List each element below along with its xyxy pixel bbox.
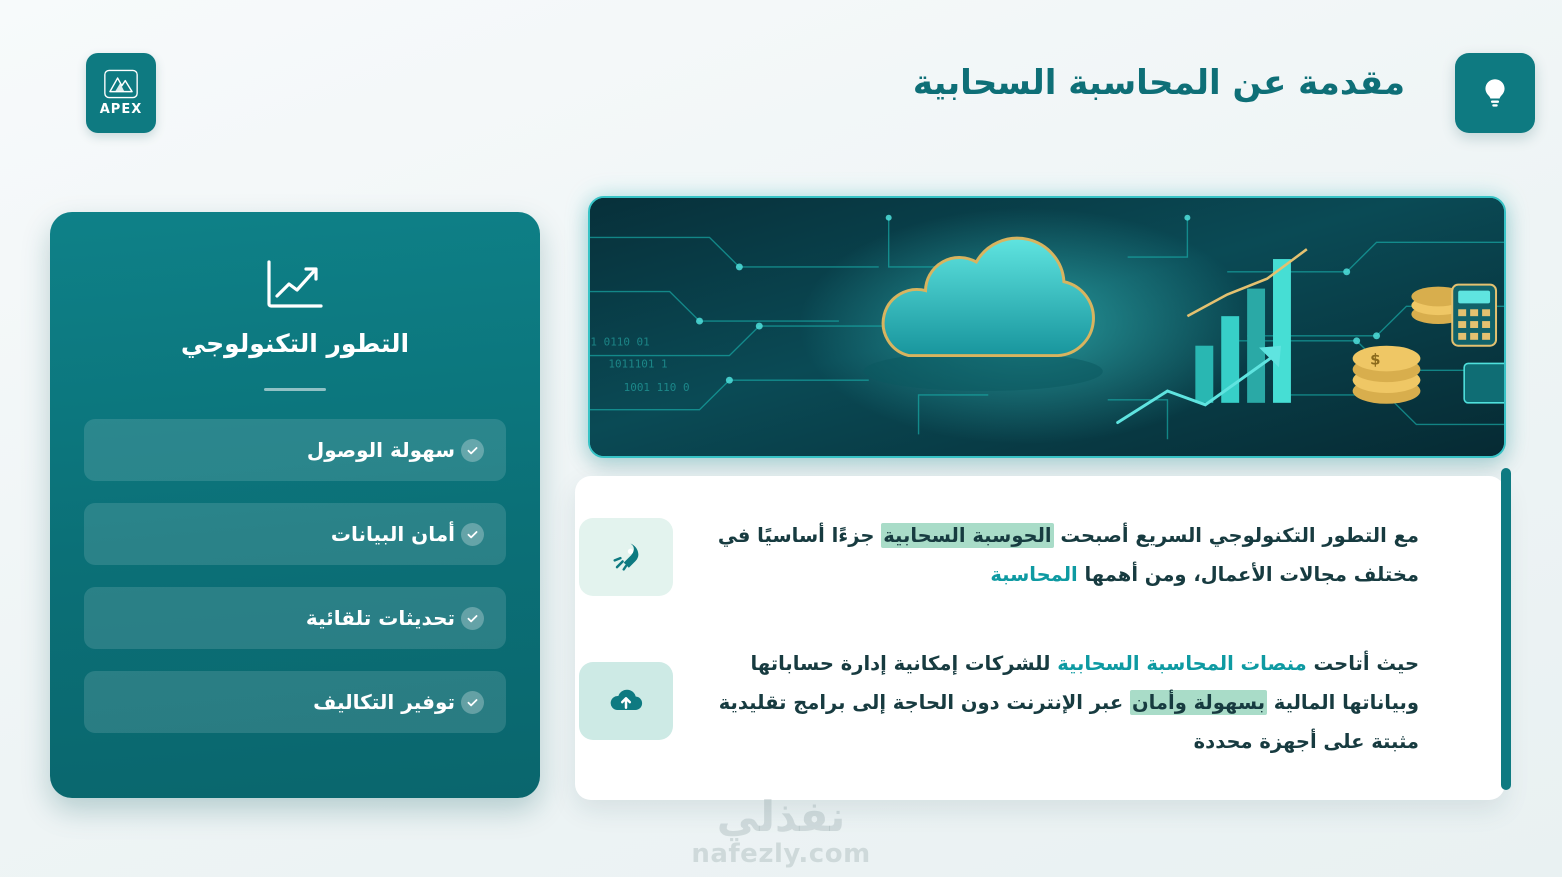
rocket-badge — [579, 518, 673, 596]
feature-label: توفير التكاليف — [313, 690, 455, 715]
svg-text:1 1011101: 1 1011101 — [608, 357, 668, 371]
check-circle-icon — [461, 523, 484, 546]
para2-accent: منصات المحاسبة السحابية — [1057, 652, 1307, 675]
cloud-upload-icon — [608, 683, 644, 719]
feature-item-3[interactable] — [84, 587, 506, 649]
svg-text:$: $ — [1370, 350, 1381, 369]
feature-label: سهولة الوصول — [306, 438, 455, 463]
para1-accent: المحاسبة — [990, 563, 1078, 586]
watermark-latin: nafezly.com — [691, 839, 871, 869]
watermark — [0, 791, 1562, 869]
sidebar-title: التطور التكنولوجي — [180, 329, 410, 358]
check-circle-icon — [461, 607, 484, 630]
content-card — [575, 476, 1505, 800]
feature-label: أمان البيانات — [330, 522, 455, 547]
hero-illustration — [588, 196, 1506, 458]
paragraph-2 — [694, 644, 1419, 761]
title-icon-badge — [1455, 53, 1535, 133]
feature-item-1[interactable] — [84, 419, 506, 481]
feature-item-4[interactable] — [84, 671, 506, 733]
feature-item-2[interactable] — [84, 503, 506, 565]
para2-highlight: بسهولة وأمان — [1131, 691, 1266, 714]
feature-label: تحديثات تلقائية — [305, 606, 455, 631]
page-title: مقدمة عن المحاسبة السحابية — [912, 63, 1405, 103]
brand-logo — [86, 53, 156, 133]
para2-seg1: حيث أتاحت — [1306, 652, 1419, 675]
cloud-computing-illustration — [590, 198, 1504, 456]
brand-logo-text: APEX — [99, 102, 143, 117]
chart-line-icon — [263, 256, 327, 312]
mountain-peak-icon — [104, 69, 138, 99]
para1-seg3: جزءًا أساسيًا في مختلف مجالات الأعمال، ومن أهمها — [717, 524, 1419, 586]
lightbulb-icon — [1478, 76, 1512, 110]
sidebar-divider — [264, 388, 326, 391]
para1-seg1: مع التطور التكنولوجي السريع أصبحت — [1053, 524, 1419, 547]
para1-highlight: الحوسبة السحابية — [883, 524, 1052, 547]
check-circle-icon — [461, 691, 484, 714]
svg-text:0 110 1001: 0 110 1001 — [623, 381, 690, 394]
technology-evolution-card — [50, 212, 540, 798]
check-circle-icon — [461, 439, 484, 462]
svg-text:01 0110 1: 01 0110 1 — [590, 335, 650, 349]
para2-seg3: للشركات إمكانية إدارة حساباتها وبياناتها المالية — [750, 652, 1419, 714]
rocket-icon — [608, 539, 644, 575]
para2-seg5: عبر الإنترنت دون الحاجة إلى برامج تقليدية مثبتة على أجهزة محددة — [718, 691, 1419, 753]
watermark-arabic: نفذلي — [716, 791, 846, 841]
cloud-upload-badge — [579, 662, 673, 740]
paragraph-1 — [694, 516, 1419, 594]
